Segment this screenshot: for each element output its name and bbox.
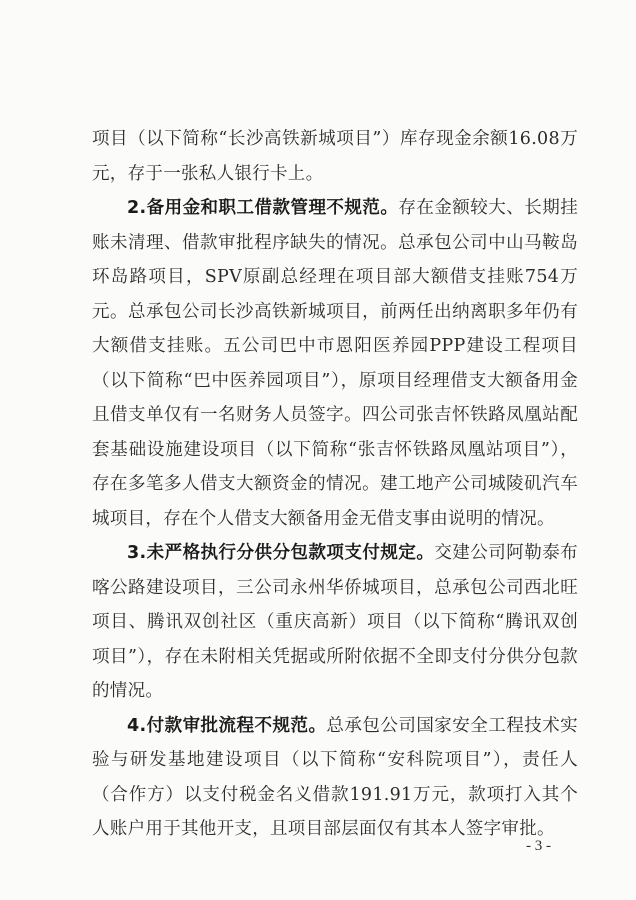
- paragraph-4: [92, 709, 578, 847]
- paragraph-2: [92, 191, 578, 536]
- paragraph-4-text: 总承包公司国家安全工程技术实验与研发基地建设项目（以下简称“安科院项目”），责任人（合作方）以支付税金名义借款191.91万元，款项打入其个人账户用于其他开支，且项目部层面仅有其本人签字审批。: [92, 715, 578, 839]
- page-number: - 3 -: [526, 838, 551, 854]
- paragraph-3-text: 交建公司阿勒泰布喀公路建设项目，三公司永州华侨城项目，总承包公司西北旺项目、腾讯双创社区（重庆高新）项目（以下简称“腾讯双创项目”），存在未附相关凭据或所附依据不全即支付分供分包款的情况。: [92, 543, 578, 701]
- paragraph-1-text: 项目（以下简称“长沙高铁新城项目”）库存现金余额16.08万元，存于一张私人银行卡上。: [92, 129, 578, 184]
- body-text: [92, 122, 578, 847]
- section-heading-2: 2.备用金和职工借款管理不规范。: [127, 198, 399, 218]
- section-heading-4: 4.付款审批流程不规范。: [127, 715, 327, 736]
- section-heading-3: 3.未严格执行分供分包款项支付规定。: [127, 543, 435, 563]
- paragraph-3: [92, 536, 578, 709]
- paragraph-1: [92, 122, 578, 191]
- paragraph-2-text: 存在金额较大、长期挂账未清理、借款审批程序缺失的情况。总承包公司中山马鞍岛环岛路项目，SPV原副总经理在项目部大额借支挂账754万元。总承包公司长沙高铁新城项目，前两任出纳离职多年仍有大额借支挂账。五公司巴中市恩阳医养园PPP建设工程项目（以下简称“巴中医养园项目”），原项目经理借支大额备用金且借支单仅有一名财务人员签字。四公司张吉怀铁路凤凰站配套基础设施建设项目（以下简称“张吉怀铁路凤凰站项目”），存在多笔多人借支大额资金的情况。建工地产公司城陵矶汽车城项目，存在个人借支大额备用金无借支事由说明的情况。: [92, 198, 578, 529]
